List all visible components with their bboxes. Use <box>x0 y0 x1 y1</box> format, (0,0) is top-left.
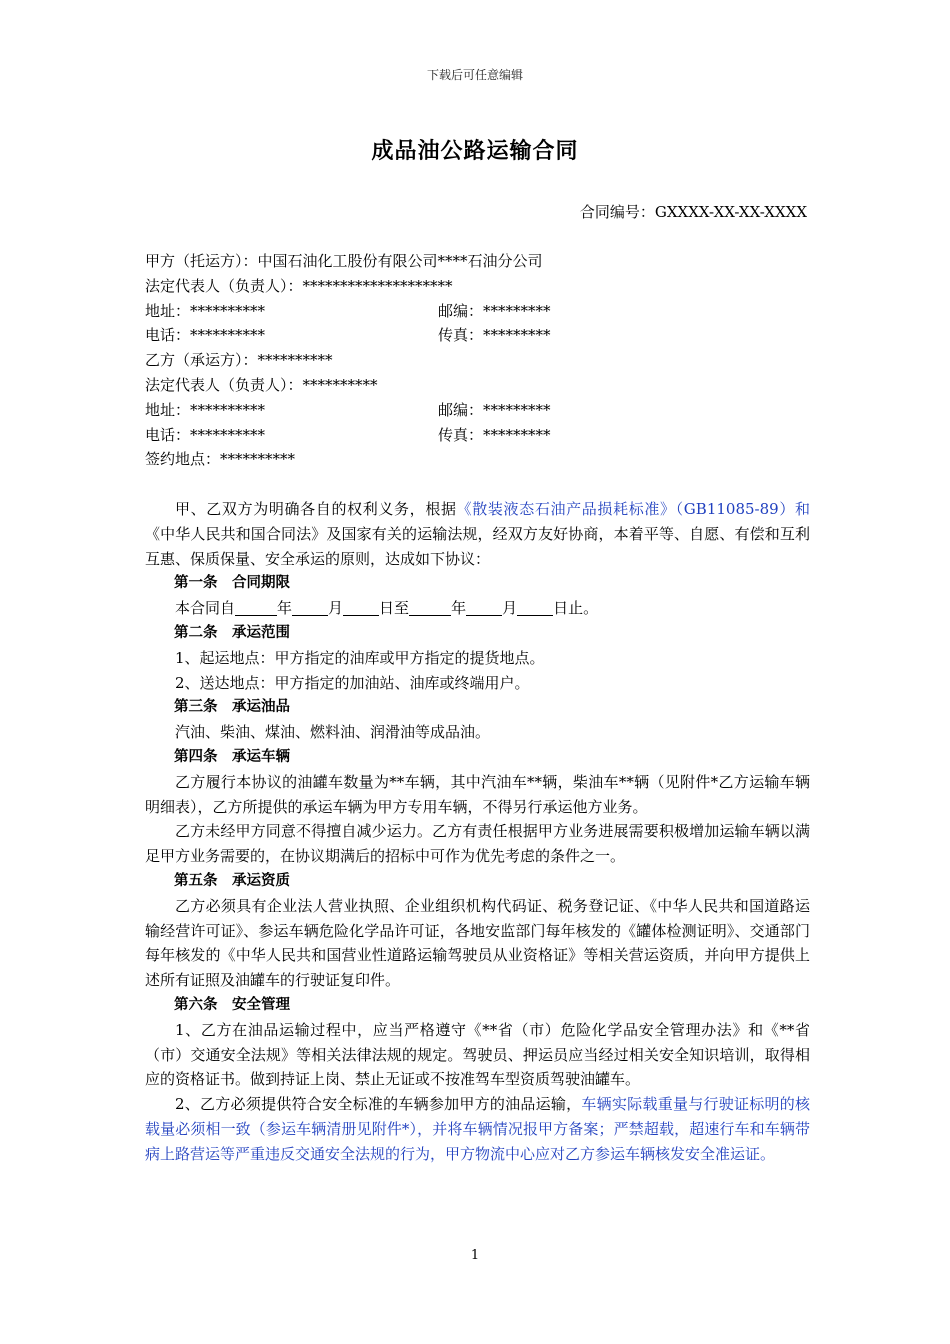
signing-place: 签约地点：********** <box>145 450 296 469</box>
blank-start-year <box>235 599 277 616</box>
term-text: 年 <box>277 599 293 618</box>
party-b-address: 地址：********** <box>145 400 266 419</box>
party-a-postcode: 邮编：********* <box>438 301 551 320</box>
article-5-heading: 第五条 承运资质 <box>174 872 290 889</box>
article-4-heading: 第四条 承运车辆 <box>174 748 290 765</box>
party-a-phone-row <box>145 323 810 348</box>
article-3-heading: 第三条 承运油品 <box>174 699 290 716</box>
party-b-fax: 传真：********* <box>438 425 551 444</box>
article-6-paragraph-2-text: 2、乙方必须提供符合安全标准的车辆参加甲方的油品运输， <box>175 1095 582 1114</box>
party-a-address: 地址：********** <box>145 301 266 320</box>
article-6-paragraph-1: 1、乙方在油品运输过程中，应当严格遵守《**省（市）危险化学品安全管理办法》和《**省（市）交通安全法规》等相关法律法规的规定。驾驶员、押运员应当经过相关安全知识培训，取得相应的资格证书。做到持证上岗、禁止无证或不按准驾车型资质驾驶油罐车。 <box>145 1020 810 1089</box>
article-1-heading: 第一条 合同期限 <box>174 575 290 592</box>
party-a-phone: 电话：********** <box>145 326 266 345</box>
blank-end-month <box>466 599 502 616</box>
party-a-name: 甲方（托运方）：中国石油化工股份有限公司****石油分公司 <box>145 252 543 270</box>
intro-standard-reference: 《散装液态石油产品损耗标准》（GB11085-89）和 <box>456 500 810 518</box>
page-number: 1 <box>470 1248 480 1263</box>
article-2-item-2: 2、送达地点：甲方指定的加油站、油库或终端用户。 <box>175 673 530 692</box>
article-2-item-1: 1、起运地点：甲方指定的油库或甲方指定的提货地点。 <box>175 648 545 667</box>
party-b-phone-row <box>145 423 810 448</box>
blank-end-year <box>409 599 451 616</box>
party-a-address-row <box>145 299 810 324</box>
parties-block <box>145 249 810 472</box>
party-b-phone: 电话：********** <box>145 425 266 444</box>
blank-start-month <box>292 599 328 616</box>
article-4-paragraph-2: 乙方未经甲方同意不得擅自减少运力。乙方有责任根据甲方业务进展需要积极增加运输车辆以满足甲方业务需要的，在协议期满后的招标中可作为优先考虑的条件之一。 <box>145 822 810 866</box>
party-b-address-row <box>145 398 810 423</box>
article-6-paragraph-2-highlight: 车辆实际载重量与行驶证标明的核载量必须相一致（参运车辆清册见附件*），并将车辆情况报甲方备案；严禁超载，超速行车和车辆带病上路营运等严重违反交通安全法规的行为，甲方物流中心应对乙方参运车辆核发安全准运证。 <box>145 1095 810 1163</box>
intro-text-1: 甲、乙双方为明确各自的权利义务，根据 <box>175 500 457 518</box>
header-note: 下载后可任意编辑 <box>426 68 523 82</box>
party-b-name: 乙方（承运方）：********** <box>145 351 333 370</box>
intro-text-2: 《中华人民共和国合同法》及国家有关的运输法规，经双方友好协商，本着平等、自愿、有偿和互利互惠、保质保量、安全承运的原则，达成如下协议： <box>145 524 810 568</box>
article-2-heading: 第二条 承运范围 <box>174 624 290 641</box>
term-text: 月 <box>502 599 518 618</box>
article-5-paragraph-1: 乙方必须具有企业法人营业执照、企业组织机构代码证、税务登记证、《中华人民共和国道路运输经营许可证》、参运车辆危险化学品许可证，各地安监部门每年核发的《罐体检测证明》、交通部门每年核发的《中华人民共和国营业性道路运输驾驶员从业资格证》等相关营运资质，并向甲方提供上述所有证照及油罐车的行驶证复印件。 <box>145 896 810 990</box>
contract-body <box>145 497 810 1167</box>
article-4-paragraph-1: 乙方履行本协议的油罐车数量为**车辆，其中汽油车**辆，柴油车**辆（见附件*乙方运输车辆明细表），乙方所提供的承运车辆为甲方专用车辆，不得另行承运他方业务。 <box>145 772 810 816</box>
term-text: 月 <box>328 599 344 618</box>
term-text: 年 <box>451 599 467 618</box>
term-text: 日至 <box>379 599 410 618</box>
term-text: 本合同自 <box>175 599 236 618</box>
party-b-postcode: 邮编：********* <box>438 400 551 419</box>
party-a-representative: 法定代表人（负责人）：******************** <box>145 276 453 295</box>
party-b-representative: 法定代表人（负责人）：********** <box>145 375 378 394</box>
article-1-term-line <box>145 596 810 621</box>
blank-end-day <box>517 599 553 616</box>
party-a-fax: 传真：********* <box>438 326 551 345</box>
article-6-paragraph-2 <box>145 1092 810 1166</box>
contract-number: 合同编号：GXXXX-XX-XX-XXXX <box>579 203 807 221</box>
term-text: 日止。 <box>553 599 599 618</box>
intro-paragraph <box>145 497 810 571</box>
article-6-heading: 第六条 安全管理 <box>174 996 290 1013</box>
document-title: 成品油公路运输合同 <box>371 139 579 164</box>
article-3-text: 汽油、柴油、煤油、燃料油、润滑油等成品油。 <box>175 723 491 742</box>
blank-start-day <box>343 599 379 616</box>
